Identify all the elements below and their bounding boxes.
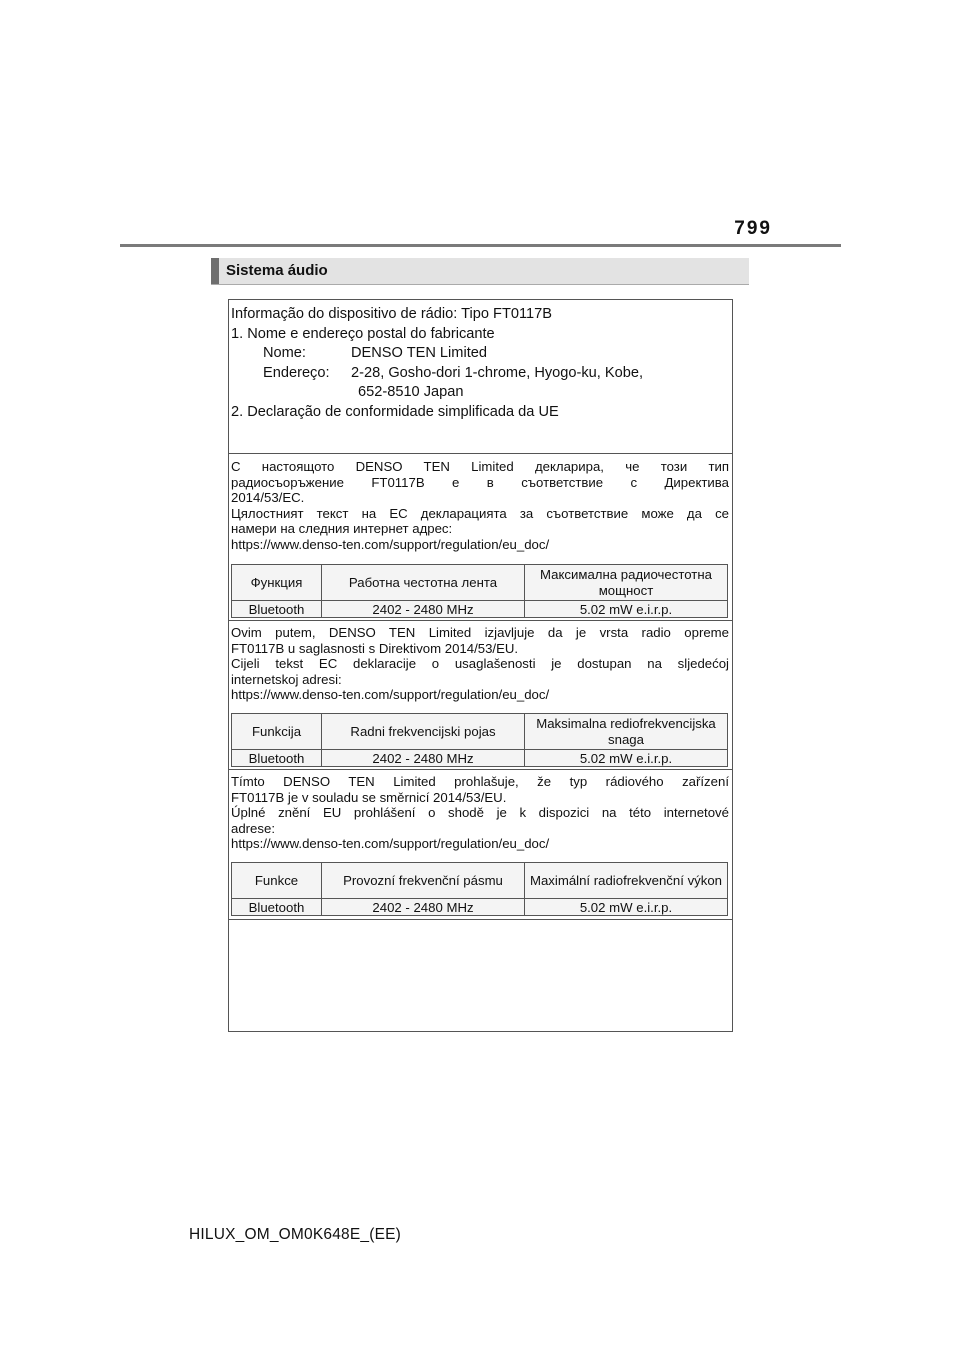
declaration-line: internetskoj adresi: [231, 671, 342, 687]
header-frequency-band: Radni frekvencijski pojas [322, 714, 525, 750]
declaration-line: adrese: [231, 820, 275, 836]
spec-table-bosnian [231, 713, 728, 767]
declaration-line: Tímto DENSO TEN Limited prohlašuje, že typ rádiového zařízení [231, 774, 729, 789]
section-divider [229, 453, 732, 454]
declaration-bosnian [231, 625, 729, 703]
declaration-box [228, 299, 733, 1032]
declaration-line: С настоящото DENSO TEN Limited декларира, че този тип [231, 459, 729, 474]
spec-table-czech [231, 862, 728, 916]
name-label: Nome: [263, 345, 306, 361]
device-info-line: Informação do dispositivo de rádio: Tipo FT0117B [231, 306, 552, 322]
declaration-line: 2014/53/ЕС. [231, 490, 305, 505]
table-header-row [232, 565, 728, 601]
section-divider [229, 620, 732, 621]
section-divider [229, 769, 732, 770]
header-frequency-band: Работна честотна лента [322, 565, 525, 601]
declaration-line: намери на следния интернет адрес: [231, 521, 453, 536]
declaration-line: Cijeli tekst EC deklaracije o usaglašenosti je dostupan na sljedećoj [231, 656, 729, 671]
table-header-row [232, 863, 728, 899]
section-header [211, 258, 749, 285]
section-title: Sistema áudio [226, 262, 328, 279]
table-row [232, 601, 728, 618]
header-max-power: Maksimalna rediofrekvencijska snaga [525, 714, 728, 750]
header-max-power: Максимална радиочестотна мощност [525, 565, 728, 601]
header-max-power: Maximální radiofrekvenční výkon [525, 863, 728, 899]
address-label: Endereço: [263, 364, 330, 381]
declaration-line: FT0117B u saglasnosti s Direktivom 2014/53/EU. [231, 640, 519, 656]
table-row [232, 899, 728, 916]
manufacturer-address-row [231, 364, 729, 384]
document-code: HILUX_OM_OM0K648E_(EE) [189, 1226, 402, 1243]
cell-frequency-band: 2402 - 2480 MHz [322, 601, 525, 618]
table-header-row [232, 714, 728, 750]
declaration-bulgarian [231, 459, 729, 552]
header-function: Funkce [232, 863, 322, 899]
declaration-url: https://www.denso-ten.com/support/regulation/eu_doc/ [231, 536, 550, 552]
header-function: Funkcija [232, 714, 322, 750]
declaration-url: https://www.denso-ten.com/support/regulation/eu_doc/ [231, 687, 550, 702]
declaration-line: Ovim putem, DENSO TEN Limited izjavljuje da je vrsta radio opreme [231, 625, 729, 640]
declaration-line: Úplné znění EU prohlášení o shodě je k dispozici na této internetové [231, 805, 729, 820]
cell-max-power: 5.02 mW e.i.r.p. [525, 899, 728, 916]
cell-function: Bluetooth [232, 601, 322, 618]
section-divider [229, 919, 732, 920]
cell-frequency-band: 2402 - 2480 MHz [322, 750, 525, 767]
header-function: Функция [232, 565, 322, 601]
declaration-line: Цялостният текст на ЕС декларацията за съответствие може да се [231, 505, 729, 521]
section-accent [211, 258, 219, 284]
device-info [231, 305, 729, 422]
declaration-line: FT0117B je v souladu se směrnicí 2014/53/EU. [231, 789, 507, 805]
declaration-czech [231, 774, 729, 852]
page-number: 799 [734, 218, 772, 239]
cell-max-power: 5.02 mW e.i.r.p. [525, 750, 728, 767]
table-row [232, 750, 728, 767]
conformity-heading: 2. Declaração de conformidade simplificada da UE [231, 403, 559, 420]
cell-frequency-band: 2402 - 2480 MHz [322, 899, 525, 916]
declaration-line: радиосъоръжение FT0117B е в съответствие с Директива [231, 474, 729, 490]
header-frequency-band: Provozní frekvenční pásmu [322, 863, 525, 899]
spec-table-bulgarian [231, 564, 728, 618]
address-value: 2-28, Gosho-dori 1-chrome, Hyogo-ku, Kobe, [351, 364, 644, 381]
name-value: DENSO TEN Limited [351, 345, 487, 361]
manufacturer-name-row [231, 344, 729, 364]
cell-max-power: 5.02 mW e.i.r.p. [525, 601, 728, 618]
cell-function: Bluetooth [232, 750, 322, 767]
declaration-url: https://www.denso-ten.com/support/regulation/eu_doc/ [231, 836, 550, 851]
header-rule [120, 244, 841, 247]
address-value-cont: 652-8510 Japan [358, 384, 464, 400]
cell-function: Bluetooth [232, 899, 322, 916]
manufacturer-heading: 1. Nome e endereço postal do fabricante [231, 325, 495, 342]
